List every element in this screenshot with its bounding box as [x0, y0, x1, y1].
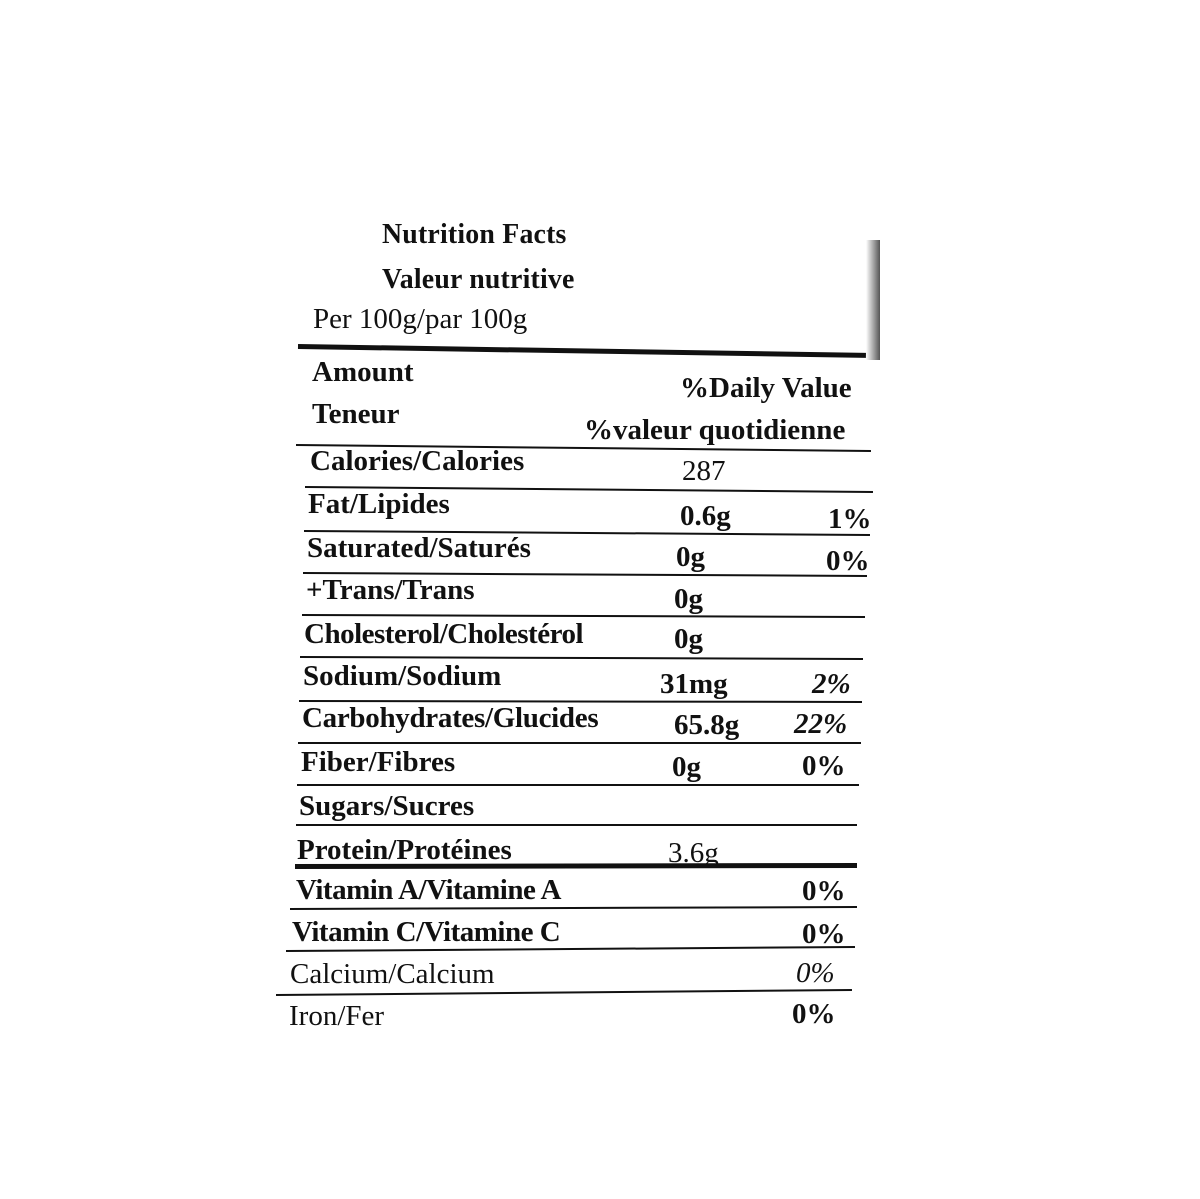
row-amount-sodium: 31mg [660, 668, 728, 700]
divider-row [298, 742, 861, 744]
row-label-protein: Protein/Protéines [297, 834, 512, 866]
row-label-vitamin-a: Vitamin A/Vitamine A [296, 874, 561, 906]
divider-vitamins [295, 863, 857, 869]
amount-heading-en: Amount [312, 356, 414, 388]
row-dv-fat: 1% [828, 503, 872, 535]
title-french: Valeur nutritive [382, 263, 575, 295]
row-label-fiber: Fiber/Fibres [301, 746, 456, 778]
daily-value-heading-fr: %valeur quotidienne [584, 414, 846, 446]
row-label-carbohydrates: Carbohydrates/Glucides [302, 702, 599, 734]
title-english: Nutrition Facts [382, 218, 567, 250]
row-amount-calories: 287 [682, 455, 726, 487]
row-label-fat: Fat/Lipides [308, 488, 450, 520]
row-dv-vitamin-c: 0% [802, 918, 846, 950]
row-amount-carbohydrates: 65.8g [674, 709, 740, 741]
row-dv-calcium: 0% [796, 957, 835, 989]
divider-row [296, 824, 857, 826]
daily-value-heading-en: %Daily Value [680, 372, 852, 404]
row-dv-carbohydrates: 22% [794, 708, 848, 740]
serving-size: Per 100g/par 100g [313, 303, 528, 335]
row-label-saturated: Saturated/Saturés [307, 532, 531, 564]
row-dv-iron: 0% [792, 998, 836, 1030]
row-dv-vitamin-a: 0% [802, 875, 846, 907]
row-amount-trans: 0g [674, 583, 703, 615]
row-amount-protein: 3.6g [668, 837, 719, 869]
row-label-calcium: Calcium/Calcium [290, 958, 495, 990]
row-dv-saturated: 0% [826, 545, 870, 577]
row-amount-fat: 0.6g [680, 500, 731, 532]
row-label-sodium: Sodium/Sodium [303, 660, 502, 692]
row-dv-fiber: 0% [802, 750, 846, 782]
divider-row [297, 784, 859, 786]
row-amount-cholesterol: 0g [674, 623, 703, 655]
row-amount-saturated: 0g [676, 541, 705, 573]
amount-heading-fr: Teneur [312, 398, 400, 430]
row-label-calories: Calories/Calories [310, 445, 525, 477]
row-label-sugars: Sugars/Sucres [299, 790, 475, 822]
row-label-vitamin-c: Vitamin C/Vitamine C [292, 916, 561, 948]
row-dv-sodium: 2% [812, 668, 851, 700]
row-label-iron: Iron/Fer [289, 1000, 385, 1032]
row-amount-fiber: 0g [672, 751, 701, 783]
row-label-trans: +Trans/Trans [306, 574, 475, 606]
row-label-cholesterol: Cholesterol/Cholestérol [304, 618, 583, 650]
label-edge-shadow [866, 240, 880, 360]
